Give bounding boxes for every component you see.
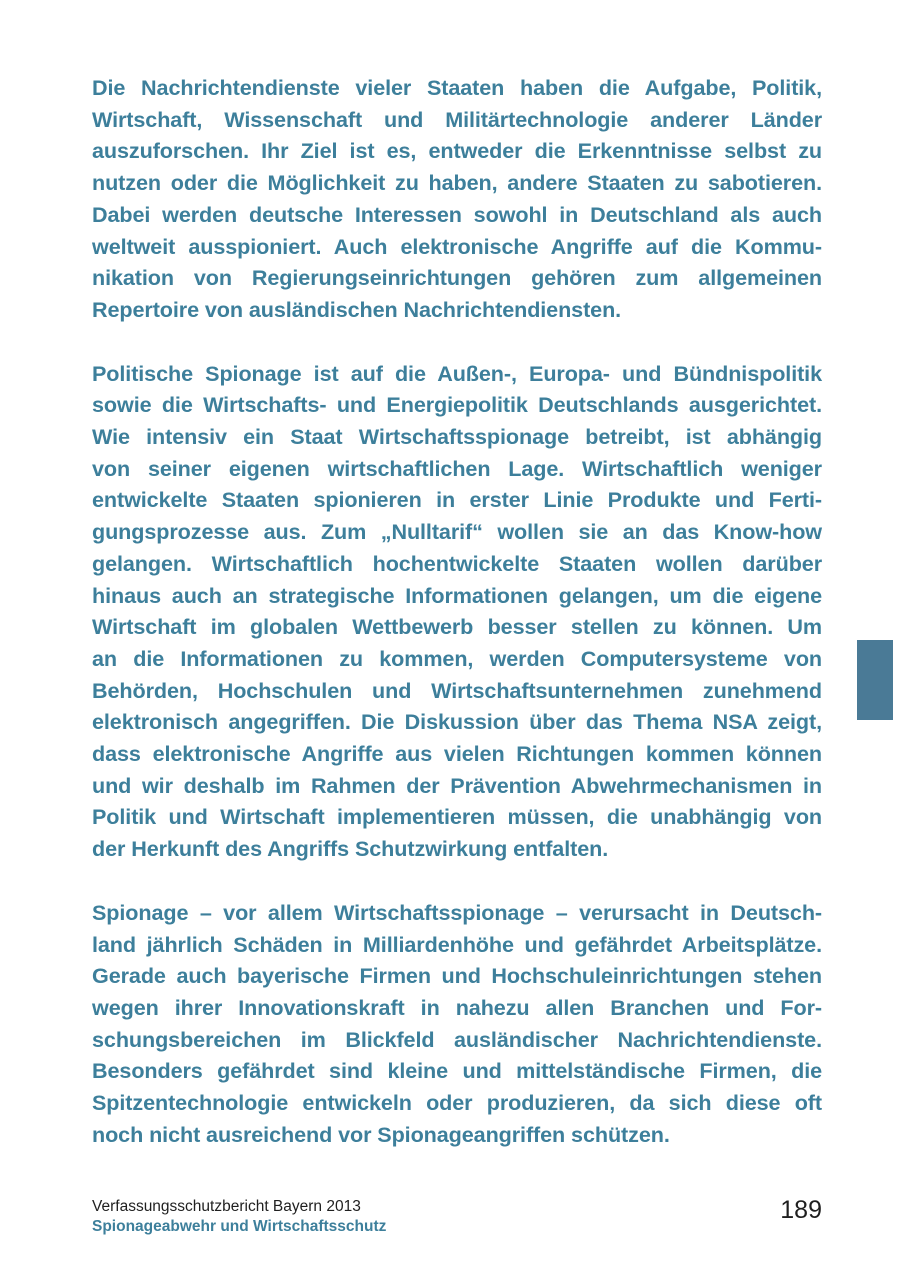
footer-publication-title: Verfassungsschutzbericht Bayern 2013	[92, 1198, 361, 1215]
text-line: noch nicht ausreichend vor Spionageangriffen schützen.	[92, 1121, 670, 1147]
text-line: sowie die Wirtschafts- und Energiepolitik Deutschlands ausgerichtet.	[92, 392, 822, 418]
text-line: hinaus auch an strategische Informationen gelangen, um die eigene	[92, 582, 822, 608]
text-line: elektronisch angegriffen. Die Diskussion über das Thema NSA zeigt,	[92, 709, 822, 735]
text-line: Wirtschaft, Wissenschaft und Militärtechnologie anderer Länder	[92, 106, 822, 132]
text-line: Gerade auch bayerische Firmen und Hochschuleinrichtungen stehen	[92, 963, 822, 989]
text-line: nutzen oder die Möglichkeit zu haben, andere Staaten zu sabotieren.	[92, 170, 822, 196]
text-line: Politik und Wirtschaft implementieren müssen, die unabhängig von	[92, 804, 822, 830]
text-line: entwickelte Staaten spionieren in erster Linie Produkte und Ferti-	[92, 487, 822, 513]
text-line: der Herkunft des Angriffs Schutzwirkung entfalten.	[92, 836, 609, 862]
text-line: dass elektronische Angriffe aus vielen Richtungen kommen können	[92, 741, 822, 767]
text-line: Spionage – vor allem Wirtschaftsspionage – verursacht in Deutsch-	[92, 899, 822, 925]
main-content	[92, 72, 822, 1183]
text-line: land jährlich Schäden in Milliardenhöhe und gefährdet Arbeitsplätze.	[92, 931, 822, 957]
text-line: Wie intensiv ein Staat Wirtschaftsspionage betreibt, ist abhängig	[92, 424, 822, 450]
paragraph-3	[92, 897, 822, 1151]
text-line: gelangen. Wirtschaftlich hochentwickelte Staaten wollen darüber	[92, 550, 822, 576]
text-line: Die Nachrichtendienste vieler Staaten haben die Aufgabe, Politik,	[92, 75, 822, 100]
text-line: Wirtschaft im globalen Wettbewerb besser stellen zu können. Um	[92, 614, 822, 640]
text-line: Politische Spionage ist auf die Außen-, Europa- und Bündnispolitik	[92, 360, 822, 386]
text-line: Repertoire von ausländischen Nachrichtendiensten.	[92, 296, 622, 322]
text-line: weltweit ausspioniert. Auch elektronische Angriffe auf die Kommu-	[92, 233, 822, 259]
footer-chapter-title: Spionageabwehr und Wirtschaftsschutz	[92, 1218, 387, 1235]
text-line: wegen ihrer Innovationskraft in nahezu allen Branchen und For-	[92, 994, 822, 1020]
text-line: von seiner eigenen wirtschaftlichen Lage. Wirtschaftlich weniger	[92, 455, 822, 481]
text-line: schungsbereichen im Blickfeld ausländischer Nachrichtendienste.	[92, 1026, 822, 1052]
text-line: und wir deshalb im Rahmen der Prävention Abwehrmechanismen in	[92, 772, 822, 798]
text-line: Spitzentechnologie entwickeln oder produzieren, da sich diese oft	[92, 1090, 822, 1116]
text-line: an die Informationen zu kommen, werden Computersysteme von	[92, 645, 822, 671]
chapter-side-tab	[857, 640, 893, 720]
paragraph-2	[92, 358, 822, 865]
paragraph-1	[92, 72, 822, 326]
page-number: 189	[780, 1196, 822, 1224]
text-line: nikation von Regierungseinrichtungen gehören zum allgemeinen	[92, 265, 822, 291]
text-line: auszuforschen. Ihr Ziel ist es, entweder die Erkenntnisse selbst zu	[92, 138, 822, 164]
text-line: Besonders gefährdet sind kleine und mittelständische Firmen, die	[92, 1058, 822, 1084]
page-footer	[92, 1198, 822, 1248]
text-line: gungsprozesse aus. Zum „Nulltarif“ wollen sie an das Know-how	[92, 519, 822, 545]
text-line: Dabei werden deutsche Interessen sowohl in Deutschland als auch	[92, 201, 822, 227]
text-line: Behörden, Hochschulen und Wirtschaftsunternehmen zunehmend	[92, 677, 822, 703]
